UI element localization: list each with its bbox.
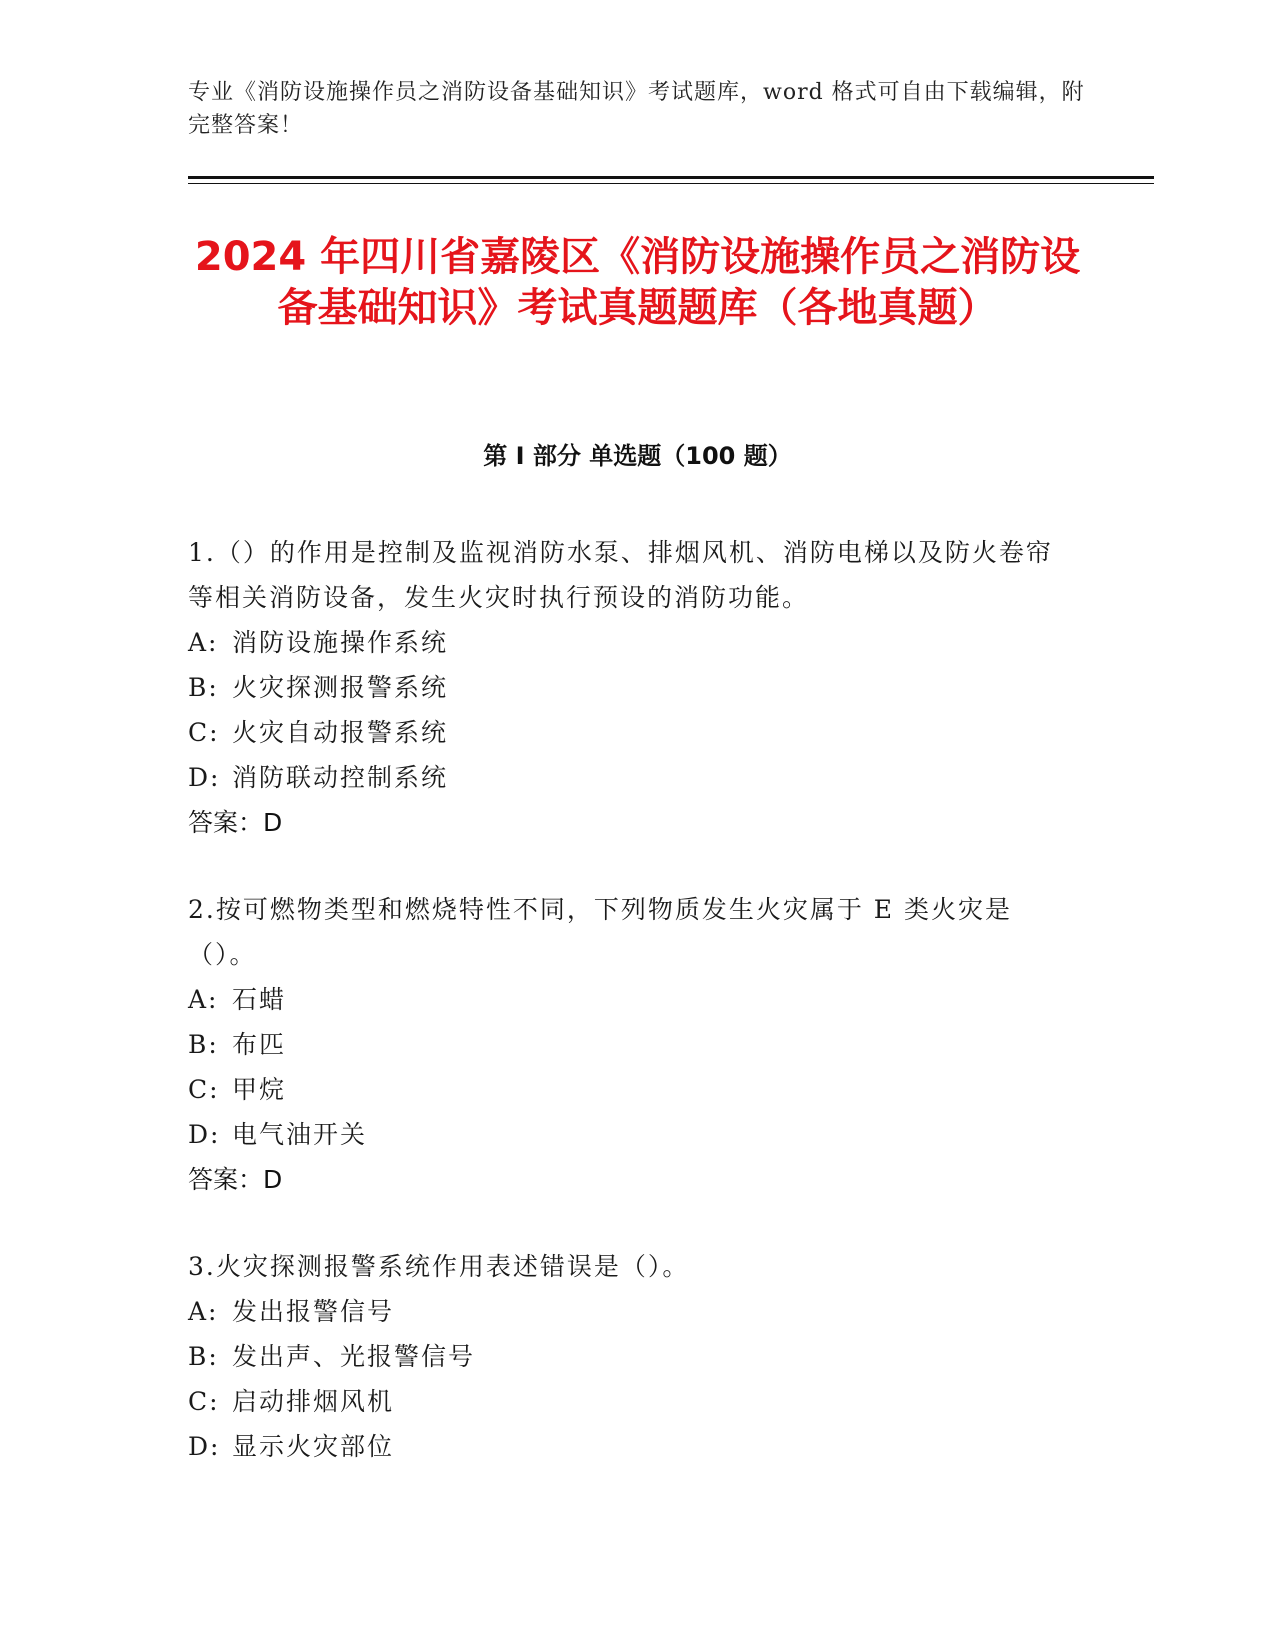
- option-d: [188, 1424, 1068, 1469]
- option-c: [188, 1379, 1068, 1424]
- option-key: C:: [188, 1387, 220, 1416]
- document-title: 2024 年四川省嘉陵区《消防设施操作员之消防设备基础知识》考试真题题库（各地真题）: [194, 234, 1081, 331]
- header-divider-thin: [188, 183, 1154, 184]
- answer-line: 答案：D: [188, 808, 283, 837]
- option-b: [188, 665, 1068, 710]
- option-key: D:: [188, 1120, 221, 1149]
- option-text: 石蜡: [232, 985, 287, 1014]
- question-list: [188, 530, 1068, 1511]
- question-stem: 3.火灾探测报警系统作用表述错误是（）。: [188, 1252, 690, 1281]
- option-key: A:: [188, 985, 219, 1014]
- option-text: 火灾探测报警系统: [232, 673, 449, 702]
- option-key: A:: [188, 1297, 219, 1326]
- option-key: C:: [188, 718, 220, 747]
- option-text: 火灾自动报警系统: [232, 718, 449, 747]
- option-d: [188, 755, 1068, 800]
- answer-line: 答案：D: [188, 1165, 283, 1194]
- option-b: [188, 1022, 1068, 1067]
- option-text: 发出声、光报警信号: [232, 1342, 476, 1371]
- question-item: [188, 1244, 1068, 1469]
- option-a: [188, 620, 1068, 665]
- option-text: 消防设施操作系统: [232, 628, 449, 657]
- option-d: [188, 1112, 1068, 1157]
- option-text: 消防联动控制系统: [232, 763, 449, 792]
- option-text: 甲烷: [232, 1075, 287, 1104]
- option-key: D:: [188, 1432, 221, 1461]
- option-a: [188, 977, 1068, 1022]
- header-note: 专业《消防设施操作员之消防设备基础知识》考试题库，word 格式可自由下载编辑，附完整答案！: [188, 80, 1085, 138]
- option-text: 显示火灾部位: [232, 1432, 395, 1461]
- option-key: B:: [188, 1030, 219, 1059]
- option-text: 电气油开关: [232, 1120, 368, 1149]
- option-key: C:: [188, 1075, 220, 1104]
- option-key: D:: [188, 763, 221, 792]
- option-c: [188, 1067, 1068, 1112]
- option-text: 启动排烟风机: [232, 1387, 395, 1416]
- option-key: B:: [188, 1342, 219, 1371]
- section-title: 第 I 部分 单选题（100 题）: [483, 442, 792, 470]
- option-a: [188, 1289, 1068, 1334]
- option-c: [188, 710, 1068, 755]
- question-item: [188, 530, 1068, 845]
- header-divider-thick: [188, 176, 1154, 179]
- option-text: 发出报警信号: [232, 1297, 395, 1326]
- option-text: 布匹: [232, 1030, 287, 1059]
- option-key: B:: [188, 673, 219, 702]
- question-stem: 2.按可燃物类型和燃烧特性不同，下列物质发生火灾属于 E 类火灾是（）。: [188, 895, 1012, 969]
- option-key: A:: [188, 628, 219, 657]
- question-item: [188, 887, 1068, 1202]
- option-b: [188, 1334, 1068, 1379]
- question-stem: 1.（）的作用是控制及监视消防水泵、排烟风机、消防电梯以及防火卷帘等相关消防设备，发生火灾时执行预设的消防功能。: [188, 538, 1053, 612]
